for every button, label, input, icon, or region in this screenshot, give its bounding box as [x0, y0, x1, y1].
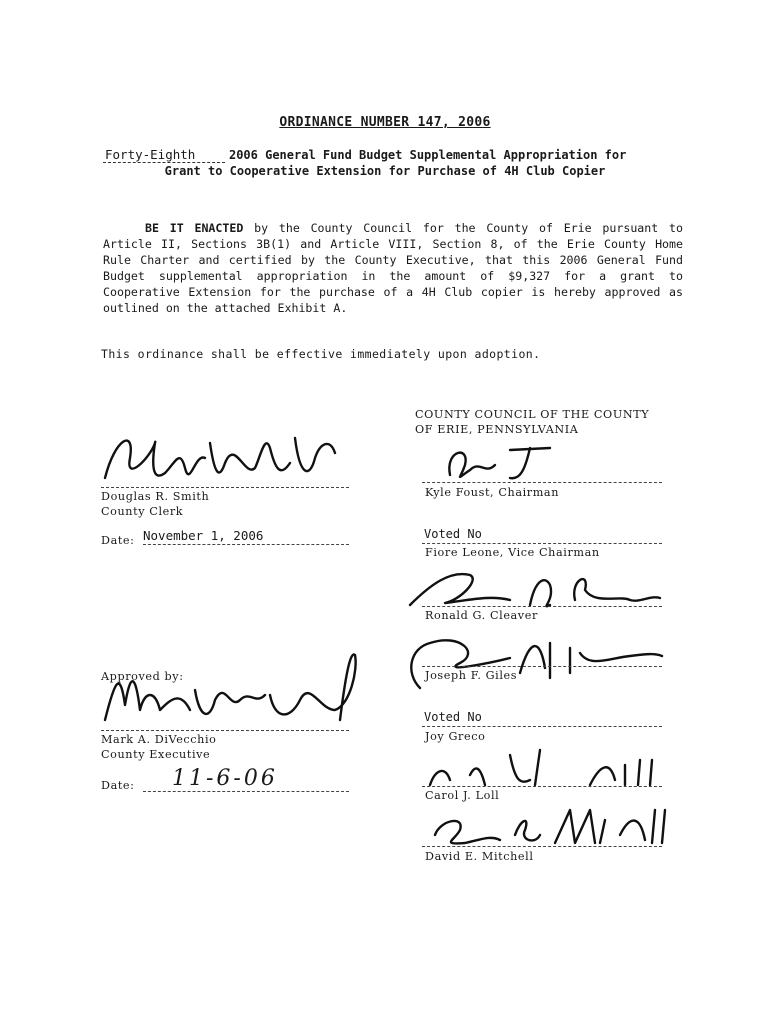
- enactment-text: by the County Council for the County of Erie pursuant to Article II, Sections 3B(1) and Article VIII, Section 8, of the Erie County Home Rule Charter and certified by the County Executive, that this 2006 General Fund Budget supplemental appropriation in the amount of $9,327 for a grant to Cooperative Extension for the purchase of a 4H Club copier is hereby approved as outlined on the attached Exhibit A.: [103, 220, 683, 315]
- cleaver-signature: [400, 565, 665, 615]
- foust-signature-line: [422, 482, 662, 483]
- clerk-signature-line: [101, 487, 349, 488]
- enactment-paragraph: [103, 220, 683, 316]
- member-loll-name: Carol J. Loll: [425, 789, 500, 802]
- clerk-date-line: [143, 544, 349, 545]
- ordinance-heading-line2: Grant to Cooperative Extension for Purchase of 4H Club Copier: [164, 164, 606, 178]
- foust-signature: [440, 440, 570, 485]
- executive-title: County Executive: [101, 748, 211, 761]
- council-heading-line2: OF ERIE, PENNSYLVANIA: [415, 423, 579, 436]
- member-greco-name: Joy Greco: [425, 730, 486, 743]
- ordinance-sequence-blank: Forty-Eighth: [103, 147, 225, 163]
- mitchell-signature-line: [422, 846, 662, 847]
- clerk-date-value: November 1, 2006: [143, 528, 264, 543]
- ordinance-heading-text: 2006 General Fund Budget Supplemental Appropriation for: [228, 148, 627, 162]
- greco-vote: Voted No: [424, 710, 482, 724]
- ordinance-title: ORDINANCE NUMBER 147, 2006: [279, 115, 491, 130]
- clerk-signature: [95, 418, 345, 498]
- member-cleaver-name: Ronald G. Cleaver: [425, 609, 538, 622]
- executive-name: Mark A. DiVecchio: [101, 733, 217, 746]
- ordinance-heading-line1: [103, 147, 626, 163]
- leone-vote: Voted No: [424, 527, 482, 541]
- mitchell-signature: [420, 805, 670, 850]
- enactment-lead: BE IT ENACTED: [145, 220, 244, 235]
- member-mitchell-name: David E. Mitchell: [425, 850, 534, 863]
- greco-signature-line: [422, 726, 662, 727]
- clerk-name: Douglas R. Smith: [101, 490, 210, 503]
- executive-date-label: Date:: [101, 779, 135, 792]
- member-foust-name: Kyle Foust, Chairman: [425, 486, 560, 499]
- executive-date-line: [143, 791, 349, 792]
- executive-date-value: 11-6-06: [172, 766, 278, 791]
- effective-clause: This ordinance shall be effective immediately upon adoption.: [101, 347, 541, 361]
- loll-signature: [420, 745, 670, 790]
- executive-signature: [100, 650, 370, 735]
- member-giles-name: Joseph F. Giles: [425, 669, 518, 682]
- executive-signature-line: [101, 730, 349, 731]
- clerk-title: County Clerk: [101, 505, 184, 518]
- giles-signature: [400, 628, 665, 693]
- loll-signature-line: [422, 786, 662, 787]
- giles-signature-line: [422, 666, 662, 667]
- cleaver-signature-line: [422, 606, 662, 607]
- clerk-date-label: Date:: [101, 534, 135, 547]
- leone-signature-line: [422, 543, 662, 544]
- approved-by-label: Approved by:: [101, 670, 184, 683]
- member-leone-name: Fiore Leone, Vice Chairman: [425, 546, 600, 559]
- council-heading-line1: COUNTY COUNCIL OF THE COUNTY: [415, 408, 650, 421]
